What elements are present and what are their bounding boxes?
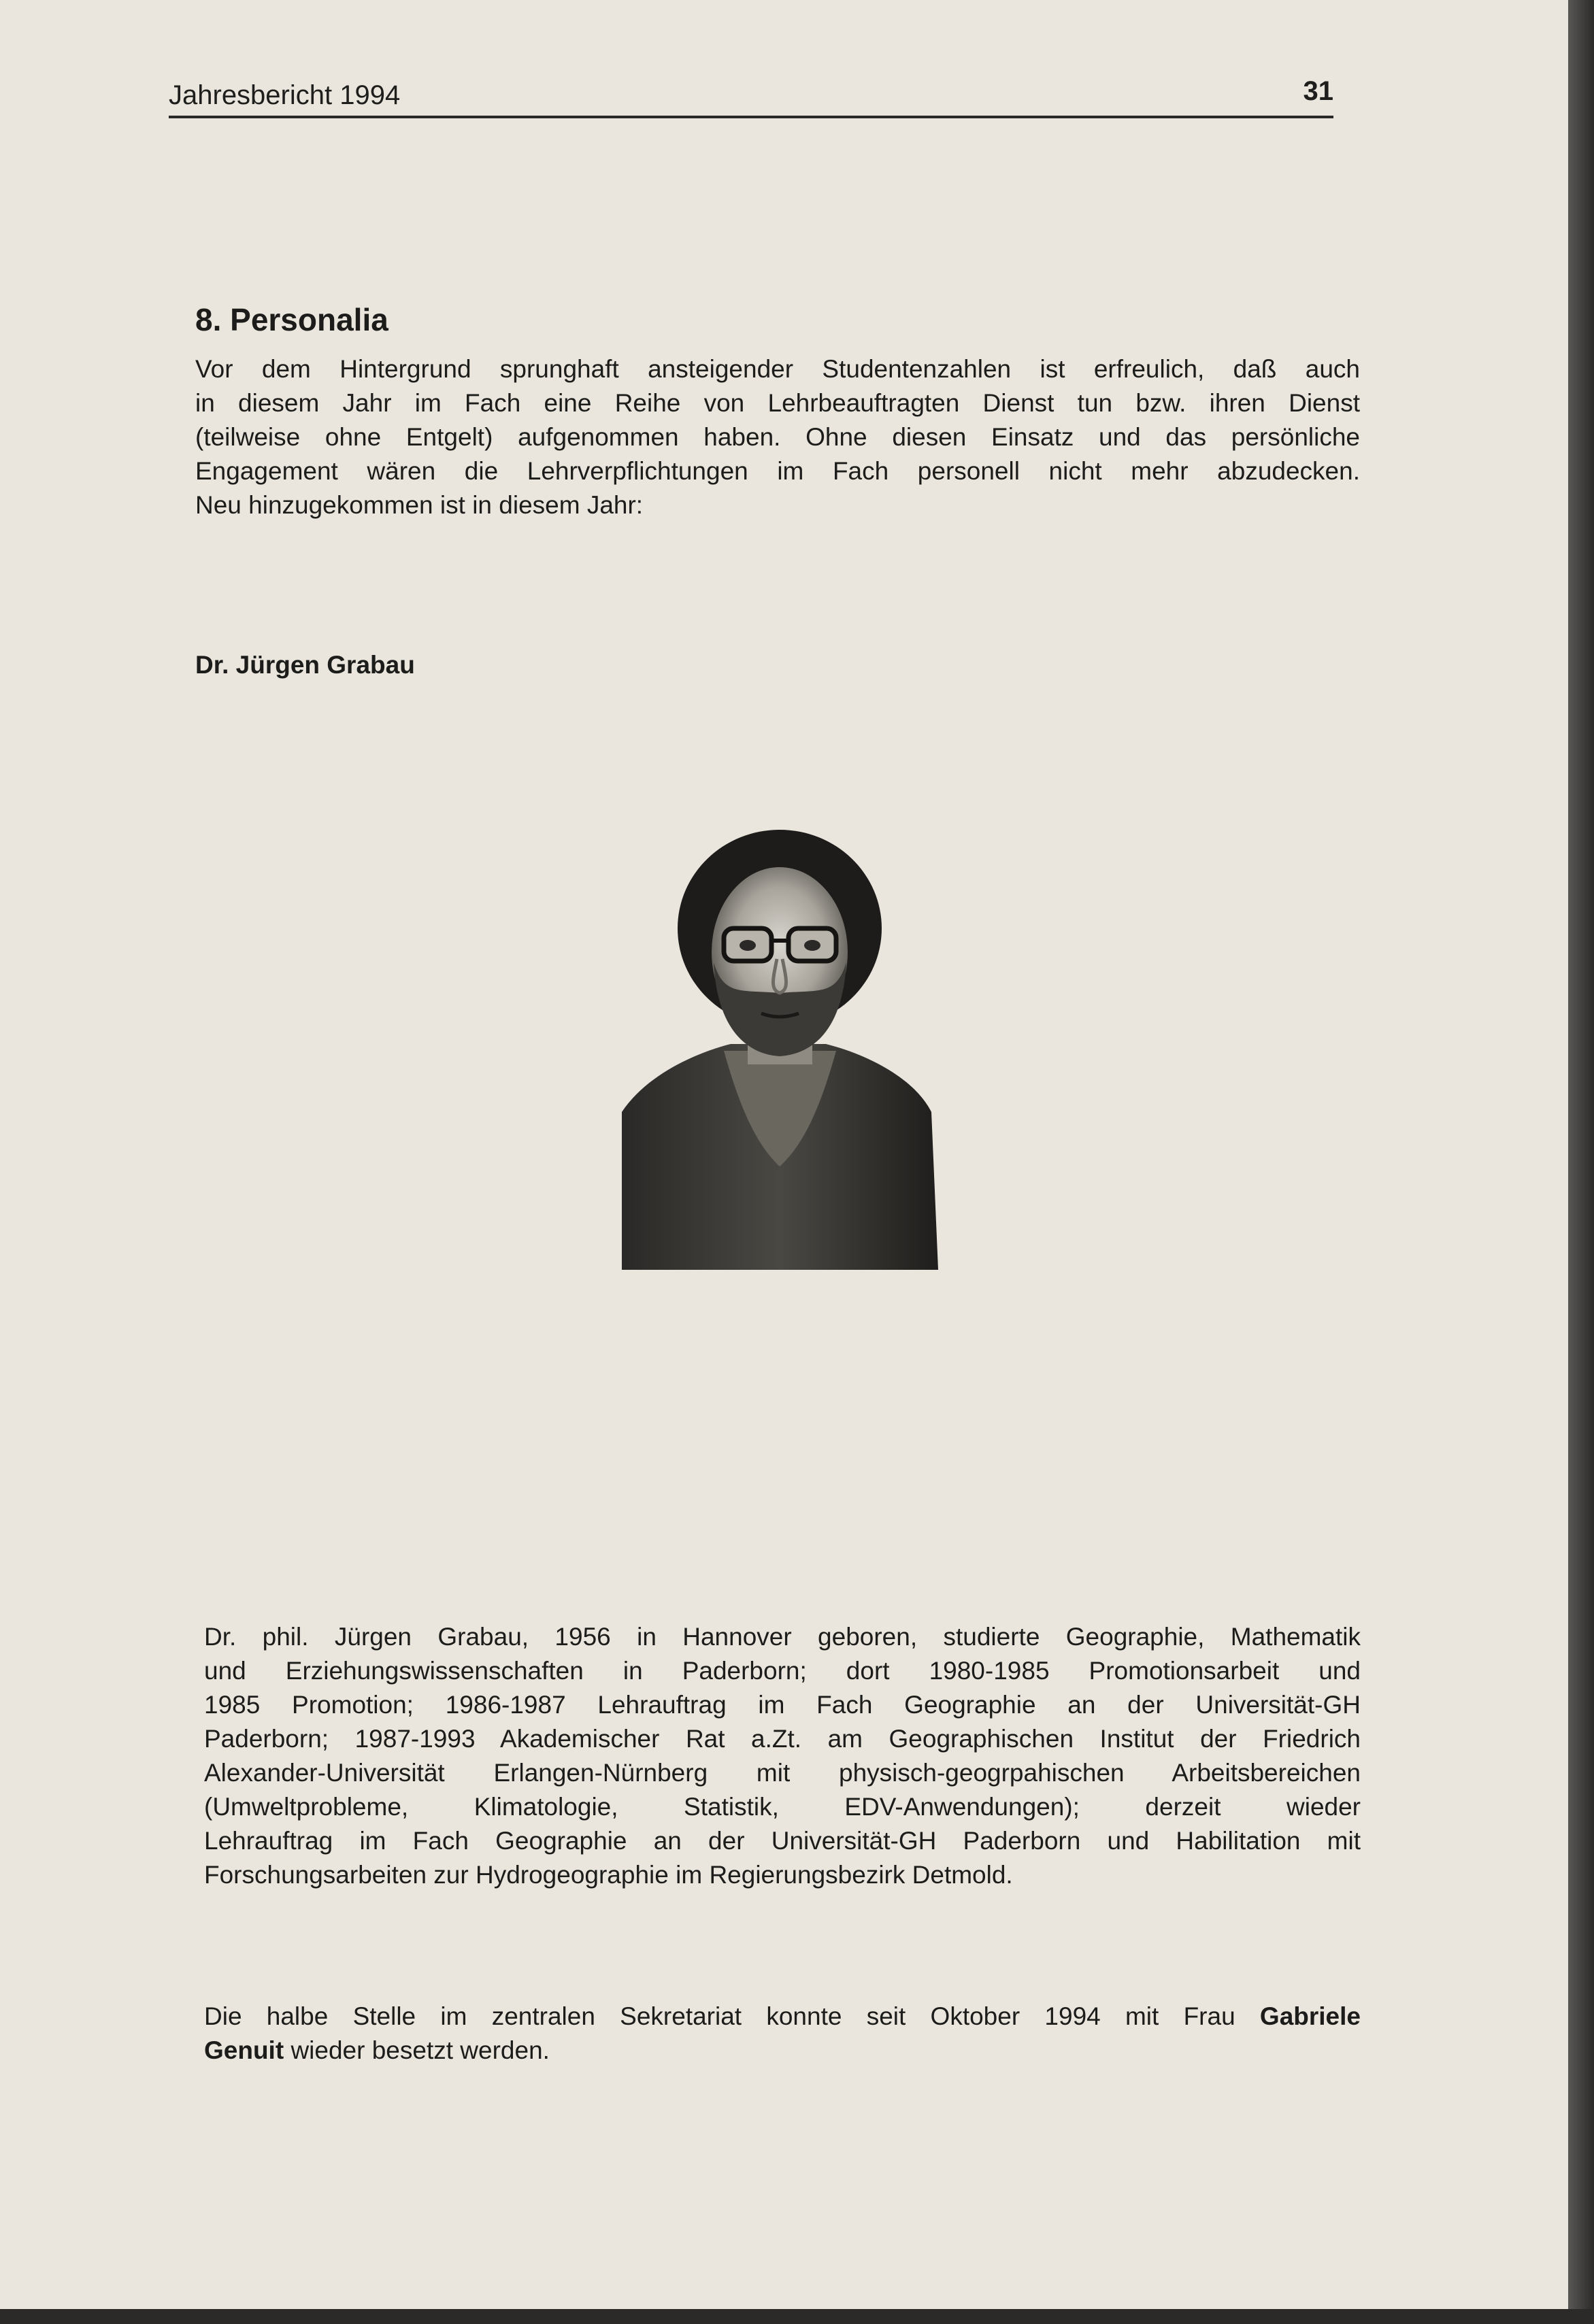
intro-line: Engagement wären die Lehrverpflichtungen im Fach personell nicht mehr abzudecken. (195, 457, 1360, 485)
page-number: 31 (1303, 76, 1333, 106)
running-title: Jahresbericht 1994 (169, 80, 401, 110)
bio-line: Lehrauftrag im Fach Geographie an der Universität-GH Paderborn und Habilitation mit (204, 1827, 1361, 1855)
bio-line: 1985 Promotion; 1986-1987 Lehrauftrag im Fach Geographie an der Universität-GH (204, 1691, 1361, 1719)
bio-line: Forschungsarbeiten zur Hydrogeographie im Regierungsbezirk Detmold. (204, 1861, 1013, 1889)
bio-line: (Umweltprobleme, Klimatologie, Statistik, EDV-Anwendungen); derzeit wieder (204, 1793, 1361, 1821)
closing-name-last: Genuit (204, 2036, 284, 2064)
page-header (169, 76, 1333, 118)
bio-line: Alexander-Universität Erlangen-Nürnberg mit physisch-geogrpahischen Arbeitsbereichen (204, 1759, 1361, 1787)
closing-name-first: Gabriele (1259, 2002, 1361, 2030)
closing-text: wieder besetzt werden. (284, 2036, 550, 2064)
closing-text: Die halbe Stelle im zentralen Sekretariat konnte seit Oktober 1994 mit Frau (204, 2002, 1260, 2030)
closing-line (204, 2000, 1361, 2034)
closing-paragraph (204, 2000, 1361, 2068)
bio-line: Dr. phil. Jürgen Grabau, 1956 in Hannover geboren, studierte Geographie, Mathematik (204, 1623, 1361, 1651)
bio-line: Paderborn; 1987-1993 Akademischer Rat a.Zt. am Geographischen Institut der Friedrich (204, 1725, 1361, 1753)
intro-paragraph (195, 352, 1360, 522)
bio-line: und Erziehungswissenschaften in Paderborn; dort 1980-1985 Promotionsarbeit und (204, 1657, 1361, 1685)
biography-paragraph (204, 1620, 1361, 1892)
page-bottom-edge (0, 2309, 1594, 2324)
intro-line: (teilweise ohne Entgelt) aufgenommen haben. Ohne diesen Einsatz und das persönliche (195, 423, 1360, 451)
intro-line: in diesem Jahr im Fach eine Reihe von Lehrbeauftragten Dienst tun bzw. ihren Dienst (195, 389, 1360, 417)
page-edge (1568, 0, 1594, 2324)
closing-line (204, 2034, 1361, 2068)
portrait-photo (622, 826, 938, 1270)
section-heading: 8. Personalia (195, 302, 388, 337)
person-name: Dr. Jürgen Grabau (195, 651, 415, 679)
intro-line: Vor dem Hintergrund sprunghaft ansteigender Studentenzahlen ist erfreulich, daß auch (195, 355, 1360, 383)
intro-line: Neu hinzugekommen ist in diesem Jahr: (195, 491, 644, 519)
